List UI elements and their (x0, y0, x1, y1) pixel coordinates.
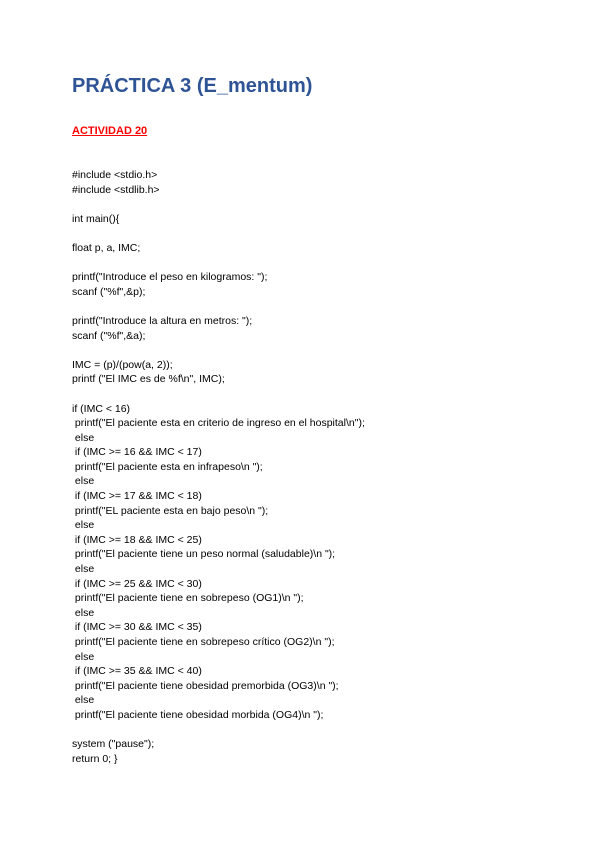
activity-heading: ACTIVIDAD 20 (72, 125, 148, 137)
code-line: printf("EL paciente esta en bajo peso\n "); (72, 504, 269, 517)
code-line: scanf ("%f",&a); (72, 329, 146, 342)
code-line: if (IMC < 16) (72, 402, 131, 415)
code-line (72, 256, 542, 271)
code-line: if (IMC >= 17 && IMC < 18) (72, 490, 202, 503)
code-line: printf("Introduce el peso en kilogramos: "); (72, 271, 268, 284)
code-line: else (72, 650, 95, 663)
code-line (72, 226, 542, 241)
code-line: else (72, 694, 95, 707)
code-line: printf("El paciente tiene en sobrepeso (OG1)\n "); (72, 592, 304, 605)
code-block (72, 168, 542, 766)
code-line: printf("El paciente tiene obesidad morbida (OG4)\n "); (72, 708, 324, 721)
code-line: else (72, 606, 95, 619)
code-line (72, 343, 542, 358)
code-line: system ("pause"); (72, 738, 155, 751)
code-line: printf("El paciente esta en criterio de ingreso en el hospital\n"); (72, 417, 365, 430)
code-line (72, 299, 542, 314)
code-line (72, 387, 542, 402)
code-line: else (72, 475, 95, 488)
code-line: int main(){ (72, 212, 120, 225)
code-line: printf("El paciente tiene obesidad premorbida (OG3)\n "); (72, 679, 339, 692)
code-line: #include <stdio.h> (72, 169, 158, 181)
code-line: #include <stdlib.h> (72, 183, 160, 196)
code-line: if (IMC >= 18 && IMC < 25) (72, 533, 202, 546)
code-line: if (IMC >= 35 && IMC < 40) (72, 665, 202, 678)
code-line: printf("Introduce la altura en metros: "); (72, 314, 253, 327)
code-line (72, 723, 542, 738)
code-line: else (72, 431, 95, 444)
code-line: printf ("El IMC es de %f\n", IMC); (72, 373, 225, 386)
code-line: if (IMC >= 30 && IMC < 35) (72, 621, 202, 634)
code-line: if (IMC >= 25 && IMC < 30) (72, 577, 202, 590)
code-line: IMC = (p)/(pow(a, 2)); (72, 358, 173, 371)
code-line: return 0; } (72, 752, 118, 765)
code-line: if (IMC >= 16 && IMC < 17) (72, 446, 202, 459)
code-line: printf("El paciente tiene un peso normal (saludable)\n "); (72, 548, 336, 561)
code-line: printf("El paciente tiene en sobrepeso crítico (OG2)\n "); (72, 636, 335, 648)
code-line: printf("El paciente esta en infrapeso\n "); (72, 460, 263, 473)
code-line: else (72, 519, 95, 532)
code-line: float p, a, IMC; (72, 241, 141, 254)
code-line: scanf ("%f",&p); (72, 285, 146, 298)
code-line (72, 197, 542, 212)
code-line: else (72, 563, 95, 576)
page-title: PRÁCTICA 3 (E_mentum) (72, 75, 313, 97)
